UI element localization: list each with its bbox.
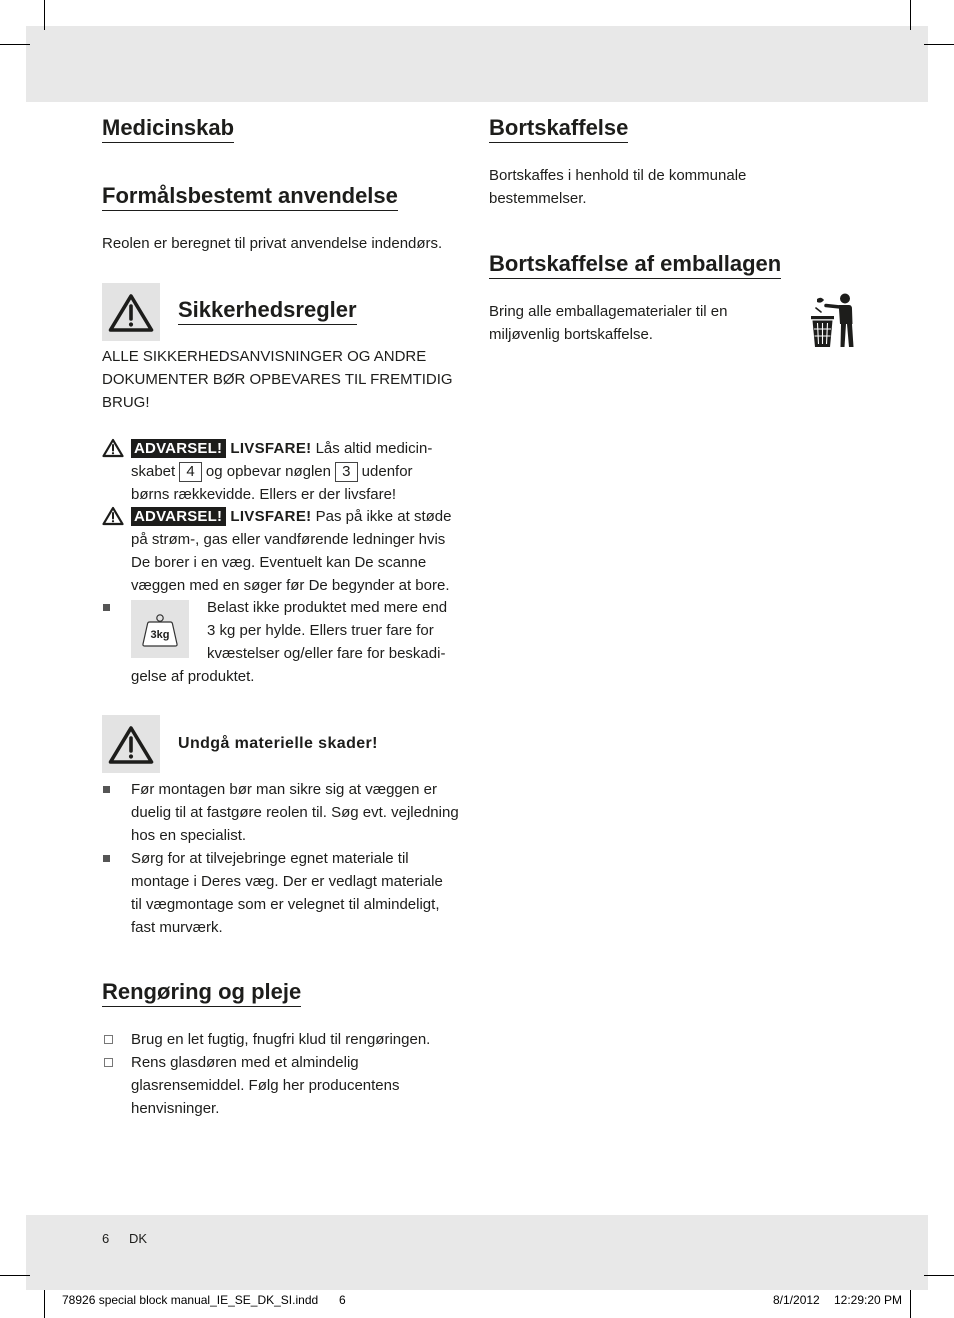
- list-item: [102, 778, 467, 847]
- warning-line-text: og opbevar nøglen: [205, 463, 331, 480]
- list-item: [102, 1051, 467, 1120]
- warning-line: [131, 505, 467, 528]
- weight-icon-box: [131, 600, 189, 658]
- part-number-ref: 4: [179, 462, 201, 482]
- text-line: henvisninger.: [131, 1100, 220, 1117]
- text-line: 3 kg per hylde. Ellers truer fare for: [207, 622, 434, 639]
- damage-heading: Undgå materielle skader!: [178, 735, 378, 752]
- warning-triangle-icon: [102, 283, 160, 341]
- text-line: montage i Deres væg. Der er vedlagt materiale: [131, 873, 443, 890]
- slug-page: 6: [339, 1293, 346, 1307]
- warning-line-text: Pas på ikke at støde: [315, 508, 452, 525]
- warning-text: [102, 505, 467, 597]
- crop-mark: [910, 0, 911, 30]
- warning-line: [131, 437, 467, 460]
- packaging-heading: [489, 251, 781, 279]
- warning-line-text: Lås altid medicin-: [315, 440, 433, 457]
- text-line: gelse af produktet.: [131, 668, 255, 685]
- packaging-text: [489, 300, 789, 346]
- text-line: Bring alle emballagematerialer til en: [489, 303, 728, 320]
- slug-time: 12:29:20 PM: [834, 1293, 903, 1307]
- language-code: DK: [129, 1231, 148, 1246]
- text-line: Belast ikke produktet med mere end: [207, 599, 448, 616]
- crop-mark: [924, 44, 954, 45]
- warning-badge: ADVARSEL!: [131, 439, 226, 458]
- warning-block: [102, 505, 467, 597]
- text-line: hos en specialist.: [131, 827, 247, 844]
- warning-icon: [102, 438, 124, 458]
- crop-mark: [44, 0, 45, 30]
- slug-date: 8/1/2012: [773, 1293, 820, 1307]
- text-line: BRUG!: [102, 394, 150, 411]
- danger-label: LIVSFARE!: [230, 508, 312, 525]
- text-line: Rens glasdøren med et almindelig: [131, 1054, 359, 1071]
- warning-triangle-icon: [102, 715, 160, 773]
- bullet-hollow-square-icon: [104, 1058, 113, 1067]
- disposal-heading-text: Bortskaffelse: [489, 115, 628, 143]
- crop-mark: [910, 1290, 911, 1318]
- list-item: [102, 847, 467, 939]
- text-line: Brug en let fugtig, fnugfri klud til rengøringen.: [131, 1031, 431, 1048]
- warning-line: børns rækkevidde. Ellers er der livsfare!: [131, 486, 397, 503]
- warning-line: væggen med en søger før De begynder at bore.: [131, 577, 450, 594]
- page-number: 6: [102, 1231, 110, 1246]
- trash-disposal-icon: [808, 292, 854, 348]
- text-line: fast murværk.: [131, 919, 223, 936]
- crop-mark: [0, 1275, 30, 1276]
- cleaning-list: [102, 1028, 467, 1120]
- bullet-hollow-square-icon: [104, 1035, 113, 1044]
- damage-warning-icon: [102, 715, 160, 773]
- safety-heading-text: Sikkerhedsregler: [178, 297, 357, 325]
- warning-line: på strøm-, gas eller vandførende ledninger hvis: [131, 531, 446, 548]
- warning-badge: ADVARSEL!: [131, 507, 226, 526]
- text-line: ALLE SIKKERHEDSANVISNINGER OG ANDRE: [102, 348, 427, 365]
- packaging-heading-text: Bortskaffelse af emballagen: [489, 251, 781, 279]
- warning-icon: [102, 506, 124, 526]
- load-bullet: [102, 596, 467, 688]
- product-title: [102, 115, 234, 143]
- product-title-text: Medicinskab: [102, 115, 234, 143]
- intended-use-text: [102, 232, 467, 255]
- bullet-square-icon: [103, 604, 110, 611]
- cleaning-heading: [102, 979, 301, 1007]
- bullet-square-icon: [103, 786, 110, 793]
- text-line: miljøvenlig bortskaffelse.: [489, 326, 653, 343]
- crop-mark: [44, 1290, 45, 1318]
- intended-use-heading: [102, 183, 398, 211]
- slug-filename: 78926 special block manual_IE_SE_DK_SI.indd: [62, 1293, 319, 1307]
- text-line: Bortskaffes i henhold til de kommunale: [489, 167, 747, 184]
- warning-line: De borer i en væg. Eventuelt kan De scanne: [131, 554, 427, 571]
- footer-band: [26, 1215, 928, 1290]
- text-line: glasrensemiddel. Følg her producentens: [131, 1077, 400, 1094]
- text-line: bestemmelser.: [489, 190, 587, 207]
- header-band: [26, 26, 928, 102]
- damage-list: [102, 778, 467, 939]
- crop-mark: [924, 1275, 954, 1276]
- safety-notice: [102, 345, 467, 414]
- warning-line: [131, 460, 467, 483]
- weight-label: 3kg: [150, 629, 170, 641]
- warning-text: [102, 437, 467, 506]
- safety-warning-icon: [102, 283, 160, 341]
- disposal-text: [489, 164, 854, 210]
- list-item: [102, 1028, 467, 1051]
- intended-use-heading-text: Formålsbestemt anvendelse: [102, 183, 398, 211]
- text-line: kvæstelser og/eller fare for beskadi-: [207, 645, 446, 662]
- text-line: Sørg for at tilvejebringe egnet materiale til: [131, 850, 409, 867]
- warning-block: [102, 437, 467, 506]
- warning-line-text: udenfor: [361, 463, 413, 480]
- text-line: duelig til at fastgøre reolen til. Søg evt. vejledning: [131, 804, 459, 821]
- bullet-square-icon: [103, 855, 110, 862]
- text-line: Reolen er beregnet til privat anvendelse indendørs.: [102, 235, 443, 252]
- text-line: DOKUMENTER BØR OPBEVARES TIL FREMTIDIG: [102, 371, 453, 388]
- cleaning-heading-text: Rengøring og pleje: [102, 979, 301, 1007]
- crop-mark: [0, 44, 30, 45]
- safety-heading: [178, 297, 357, 325]
- warning-line-text: skabet: [131, 463, 176, 480]
- part-number-ref: 3: [335, 462, 357, 482]
- weight-3kg-icon: [131, 600, 189, 658]
- danger-label: LIVSFARE!: [230, 440, 312, 457]
- text-line: Før montagen bør man sikre sig at væggen er: [131, 781, 437, 798]
- text-line: til vægmontage som er velegnet til almindeligt,: [131, 896, 440, 913]
- disposal-heading: [489, 115, 628, 143]
